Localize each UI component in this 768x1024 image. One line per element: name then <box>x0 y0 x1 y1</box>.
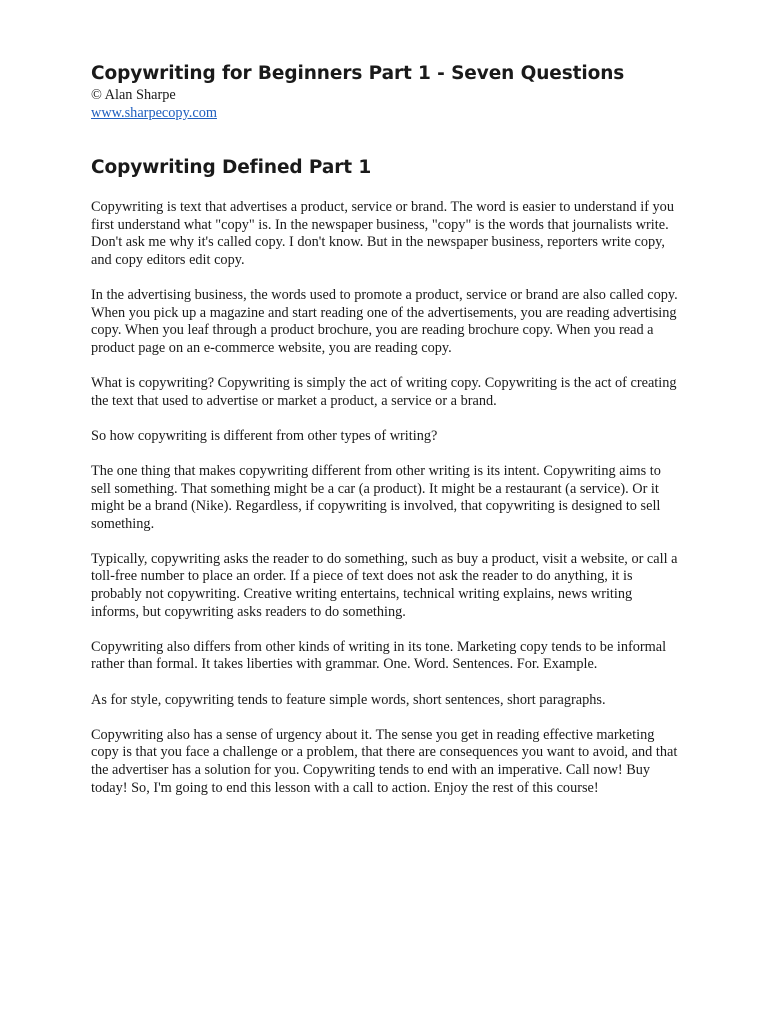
website-link[interactable]: www.sharpecopy.com <box>91 105 217 121</box>
paragraph: Typically, copywriting asks the reader to do something, such as buy a product, visit a website, or call a toll-free number to place an order. If a piece of text does not ask the reader to do anything, it is probably not copywriting. Creative writing entertains, technical writing explains, news writing informs, but copywriting asks readers to do something. <box>91 550 678 620</box>
paragraph: In the advertising business, the words used to promote a product, service or brand are also called copy. When you pick up a magazine and start reading one of the advertisements, you are reading advertising copy. When you leaf through a product brochure, you are reading brochure copy. When you read a product page on an e-commerce website, you are reading copy. <box>91 286 678 356</box>
paragraph: Copywriting also has a sense of urgency about it. The sense you get in reading effective marketing copy is that you face a challenge or a problem, that there are consequences you want to avoid, and that the advertiser has a solution for you. Copywriting tends to end with an imperative. Call now! Buy today! So, I'm going to end this lesson with a call to action. Enjoy the rest of this course! <box>91 726 678 796</box>
paragraph: Copywriting is text that advertises a product, service or brand. The word is easier to understand if you first understand what "copy" is. In the newspaper business, "copy" is the words that journalists write. Don't ask me why it's called copy. I don't know. But in the newspaper business, reporters write copy, and copy editors edit copy. <box>91 199 674 268</box>
paragraph: As for style, copywriting tends to feature simple words, short sentences, short paragraphs. <box>91 691 606 708</box>
section-title: Copywriting Defined Part 1 <box>91 157 372 178</box>
paragraph: The one thing that makes copywriting different from other writing is its intent. Copywriting aims to sell something. That something might be a car (a product). It might be a restaurant (a service). Or it might be a brand (Nike). Regardless, if copywriting is involved, that copywriting is designed to sell something. <box>91 462 661 532</box>
copyright-line: © Alan Sharpe <box>91 87 176 103</box>
paragraph: Copywriting also differs from other kinds of writing in its tone. Marketing copy tends to be informal rather than formal. It takes liberties with grammar. One. Word. Sentences. For. Example. <box>91 638 667 673</box>
paragraph: What is copywriting? Copywriting is simply the act of writing copy. Copywriting is the act of creating the text that used to advertise or market a product, a service or a brand. <box>91 374 677 409</box>
paragraph: So how copywriting is different from other types of writing? <box>91 427 438 444</box>
document-title: Copywriting for Beginners Part 1 - Seven Questions <box>91 63 625 84</box>
document-page <box>91 62 683 815</box>
